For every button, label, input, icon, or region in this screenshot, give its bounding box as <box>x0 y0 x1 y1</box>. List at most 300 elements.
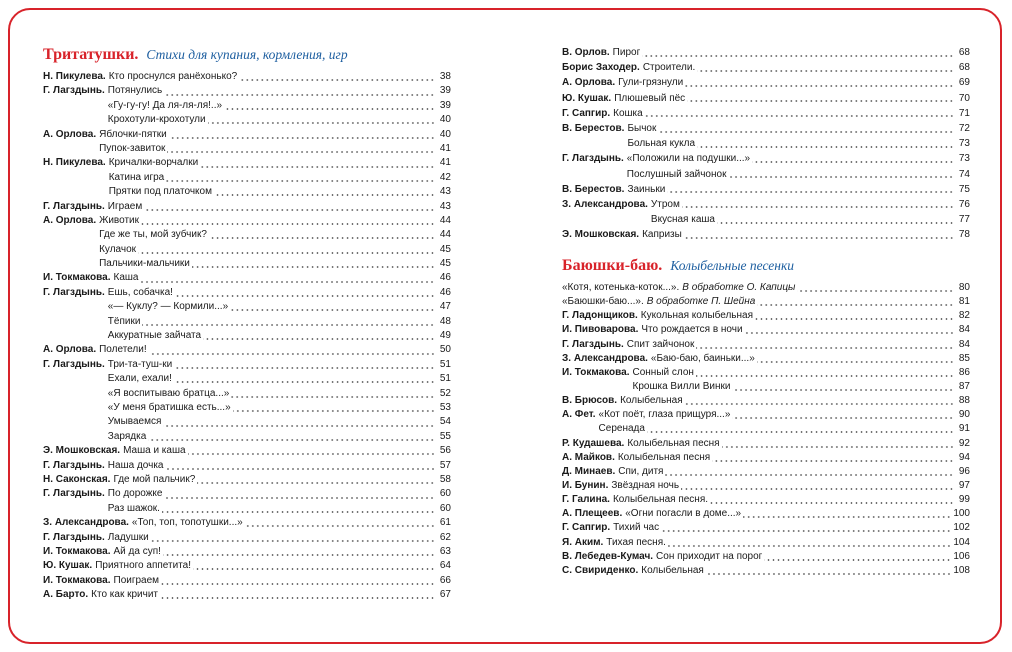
page-number: 39 <box>439 85 451 97</box>
section-subtitle: Стихи для купания, кормления, игр <box>146 47 348 62</box>
entry-title: «Котя, котенька-коток...». <box>562 282 680 293</box>
entry-author: Ю. Кушак. <box>43 560 93 572</box>
toc-entry[interactable] <box>43 430 451 444</box>
entry-title: Зарядка <box>107 430 147 442</box>
toc-entry[interactable] <box>43 459 451 473</box>
dot-leader <box>175 295 435 297</box>
page-number: 73 <box>958 153 970 165</box>
toc-entry[interactable] <box>562 422 970 436</box>
dot-leader <box>665 474 954 476</box>
dot-leader <box>658 131 954 133</box>
toc-entry[interactable] <box>562 167 970 182</box>
toc-entry[interactable] <box>562 338 970 352</box>
page-number: 67 <box>439 589 451 601</box>
entry-title: Вкусная каша <box>650 214 715 226</box>
dot-leader <box>712 460 954 462</box>
toc-entry[interactable] <box>43 343 451 357</box>
entry-title: Тихий час <box>613 522 660 534</box>
dot-leader <box>197 482 435 484</box>
toc-entry[interactable] <box>43 113 451 127</box>
dot-leader <box>233 410 435 412</box>
entry-author: В. Лебедев-Кумач. <box>562 550 654 562</box>
entry-title: Катина игра <box>108 171 165 183</box>
entry-title: Раз шажок. <box>107 502 160 514</box>
entry-author: Э. Мошковская. <box>43 445 121 457</box>
page-number: 106 <box>953 550 970 562</box>
page-number: 86 <box>958 366 970 378</box>
dot-leader <box>642 55 954 57</box>
entry-title: Сон приходит на порог <box>656 550 763 562</box>
entry-author: З. Александрова. <box>562 198 648 210</box>
toc-entry[interactable] <box>562 564 970 578</box>
entry-title: «У меня братишка есть...» <box>107 401 231 413</box>
page-number: 45 <box>439 243 451 255</box>
dot-leader <box>668 545 951 547</box>
page-number: 40 <box>439 128 451 140</box>
dot-leader <box>208 122 435 124</box>
entry-title: Маша и каша <box>123 445 186 457</box>
page-number: 70 <box>958 92 970 104</box>
entry-title: Серенада <box>598 423 645 435</box>
dot-leader <box>203 338 435 340</box>
dot-leader <box>151 540 435 542</box>
entry-title: Колыбельная песня. <box>612 494 709 506</box>
page-number: 61 <box>439 517 451 529</box>
dot-leader <box>647 431 954 433</box>
entry-title: Сонный слон <box>632 366 694 378</box>
page-number: 52 <box>439 387 451 399</box>
toc-entry[interactable] <box>562 352 970 366</box>
toc-entry[interactable] <box>562 366 970 380</box>
entry-author: Г. Лагздынь. <box>562 338 624 350</box>
entry-title: Колыбельная песня <box>617 451 711 463</box>
dot-leader <box>231 396 435 398</box>
toc-entry[interactable] <box>43 387 451 401</box>
entry-title: Плюшевый пёс <box>614 92 686 104</box>
toc-entry[interactable] <box>43 487 451 501</box>
dot-leader <box>681 488 954 490</box>
page-number: 87 <box>958 380 970 392</box>
dot-leader <box>193 568 435 570</box>
dot-leader <box>200 166 435 168</box>
page-number: 71 <box>958 107 970 119</box>
toc-entry[interactable] <box>43 315 451 329</box>
page-number: 66 <box>439 574 451 586</box>
entry-author: Р. Кудашева. <box>562 437 625 449</box>
page-number: 60 <box>439 488 451 500</box>
page-number: 43 <box>439 200 451 212</box>
entry-title: «Гу-гу-гу! Да ля-ля-ля!..» <box>107 99 223 111</box>
entry-title: «Огни погасли в доме...» <box>625 508 742 520</box>
dot-leader <box>697 146 954 148</box>
toc-entry[interactable] <box>562 60 970 75</box>
entry-title: Послушный зайчонок <box>626 168 727 180</box>
page-number: 104 <box>953 536 970 548</box>
entry-author: А. Орлова. <box>43 344 97 356</box>
entry-author: Г. Сапгир. <box>562 522 611 534</box>
dot-leader <box>757 361 954 363</box>
dot-leader <box>752 161 954 163</box>
page-number: 47 <box>439 301 451 313</box>
toc-entry[interactable] <box>43 228 451 242</box>
page-number: 82 <box>958 310 970 322</box>
entry-author: Э. Мошковская. <box>562 229 640 241</box>
entry-title: Яблочки-пятки <box>99 128 167 140</box>
toc-entry[interactable] <box>562 465 970 479</box>
toc-entry[interactable] <box>43 502 451 516</box>
entry-title: Пирог <box>612 47 641 58</box>
entry-title: Животик <box>99 214 140 226</box>
page-number: 38 <box>439 71 451 82</box>
toc-right-column-bottom <box>562 255 970 578</box>
entry-note: В обработке П. Шейна <box>646 296 756 308</box>
page-number: 43 <box>439 186 451 198</box>
toc-entry[interactable] <box>562 227 970 242</box>
page-number: 41 <box>439 142 451 154</box>
toc-entry[interactable] <box>43 329 451 343</box>
entry-author: И. Токмакова. <box>43 545 111 557</box>
entry-author: Борис Заходер. <box>562 62 640 74</box>
entry-author: А. Орлова. <box>43 214 97 226</box>
page-number: 69 <box>958 77 970 89</box>
toc-entry[interactable] <box>43 559 451 573</box>
toc-entry[interactable] <box>43 142 451 156</box>
toc-entry[interactable] <box>43 545 451 559</box>
page-number: 108 <box>953 564 970 576</box>
entry-title: Кто как кричит <box>91 589 158 601</box>
page-number: 55 <box>439 430 451 442</box>
page-number: 91 <box>958 423 970 435</box>
entry-author: Г. Ладонщиков. <box>562 310 638 322</box>
dot-leader <box>167 151 435 153</box>
page-number: 48 <box>439 315 451 327</box>
entry-title: Тихая песня. <box>606 536 666 548</box>
page-number: 102 <box>953 522 970 534</box>
page-number: 76 <box>958 198 970 210</box>
dot-leader <box>245 525 435 527</box>
entry-title: Колыбельная <box>620 395 683 407</box>
toc-entry[interactable] <box>43 243 451 257</box>
dot-leader <box>685 403 954 405</box>
entry-author: Г. Галина. <box>562 494 610 506</box>
page-number: 75 <box>958 183 970 195</box>
entry-author: Н. Пикулева. <box>43 71 106 82</box>
toc-entry[interactable] <box>43 271 451 285</box>
page-number: 84 <box>958 324 970 336</box>
entry-title: Умываемся <box>107 416 162 428</box>
section-title: Тритатушки. <box>43 46 139 63</box>
toc-entry[interactable] <box>562 295 970 309</box>
page-number: 58 <box>439 473 451 485</box>
toc-entry[interactable] <box>43 257 451 271</box>
entry-author: Г. Лагздынь. <box>43 286 105 298</box>
toc-entry[interactable] <box>43 415 451 429</box>
toc-entry[interactable] <box>43 185 451 199</box>
toc-entry[interactable] <box>43 84 451 98</box>
page-number: 50 <box>439 344 451 356</box>
dot-leader <box>697 70 954 72</box>
toc-entry[interactable] <box>43 70 451 84</box>
toc-entry[interactable] <box>562 493 970 507</box>
entry-author: А. Плещеев. <box>562 508 623 520</box>
dot-leader <box>214 194 435 196</box>
entry-title: Кричалки-ворчалки <box>108 157 199 169</box>
toc-entry[interactable] <box>43 300 451 314</box>
page-number: 85 <box>958 352 970 364</box>
entry-title: Спи, дитя <box>618 465 664 477</box>
entry-title: Ехали, ехали! <box>107 373 172 385</box>
page-number: 41 <box>439 157 451 169</box>
dot-leader <box>142 324 435 326</box>
dot-leader <box>148 439 435 441</box>
entry-author: В. Берестов. <box>562 122 625 134</box>
toc-entry[interactable] <box>562 212 970 227</box>
page-number: 45 <box>439 258 451 270</box>
dot-leader <box>149 353 435 355</box>
toc-entry[interactable] <box>562 121 970 136</box>
dot-leader <box>732 417 954 419</box>
entry-title: Полетели! <box>99 344 147 356</box>
toc-entry[interactable] <box>562 197 970 212</box>
dot-leader <box>230 309 435 311</box>
dot-leader <box>645 115 954 117</box>
entry-author: С. Свириденко. <box>562 564 639 576</box>
toc-entry[interactable] <box>562 380 970 394</box>
toc-entry[interactable] <box>43 516 451 530</box>
toc-entry[interactable] <box>562 550 970 564</box>
dot-leader <box>174 381 435 383</box>
entry-title: Играем <box>107 200 143 212</box>
toc-entry[interactable] <box>43 171 451 185</box>
dot-leader <box>161 583 435 585</box>
page-number: 99 <box>958 494 970 506</box>
dot-leader <box>239 79 435 81</box>
toc-entry[interactable] <box>43 588 451 602</box>
page-number: 68 <box>958 47 970 58</box>
toc-entry[interactable] <box>562 75 970 90</box>
entry-author: Я. Аким. <box>562 536 604 548</box>
entry-title: «Кот поёт, глаза прищуря...» <box>598 409 731 421</box>
page-number: 74 <box>958 168 970 180</box>
page-number: 81 <box>958 296 970 308</box>
dot-leader <box>682 206 954 208</box>
page-number: 78 <box>958 229 970 241</box>
dot-leader <box>710 502 954 504</box>
entry-title: Кто проснулся ранёхонько? <box>108 71 238 82</box>
toc-entry[interactable] <box>562 91 970 106</box>
toc-entry[interactable] <box>43 358 451 372</box>
toc-entry[interactable] <box>43 200 451 214</box>
entry-author: В. Брюсов. <box>562 395 618 407</box>
toc-entry[interactable] <box>43 401 451 415</box>
toc-entry[interactable] <box>562 408 970 422</box>
dot-leader <box>164 94 435 96</box>
entry-author: А. Майков. <box>562 451 615 463</box>
entry-author: З. Александрова. <box>562 352 648 364</box>
page-number: 44 <box>439 229 451 241</box>
dot-leader <box>743 516 951 518</box>
toc-entry[interactable] <box>562 394 970 408</box>
page-number: 88 <box>958 395 970 407</box>
entry-title: Пальчики-мальчики <box>99 258 190 270</box>
toc-entry[interactable] <box>43 574 451 588</box>
dot-leader <box>163 554 435 556</box>
toc-entry[interactable] <box>562 507 970 521</box>
entry-title: Крошка Вилли Винки <box>632 380 731 392</box>
dot-leader <box>755 318 954 320</box>
entry-title: Ешь, собачка! <box>107 286 173 298</box>
dot-leader <box>160 597 435 599</box>
entry-note: В обработке О. Капицы <box>682 282 796 293</box>
page-number: 92 <box>958 437 970 449</box>
entry-author: Ю. Кушак. <box>562 92 612 104</box>
entry-title: Потянулись <box>107 85 163 97</box>
toc-entry[interactable] <box>562 182 970 197</box>
entry-title: Ай да суп! <box>113 545 161 557</box>
toc-entry[interactable] <box>43 444 451 458</box>
dot-leader <box>162 511 435 513</box>
toc-entry[interactable] <box>562 309 970 323</box>
entry-title: Где же ты, мой зубчик? <box>99 229 207 241</box>
dot-leader <box>174 367 435 369</box>
entry-author: Г. Лагздынь. <box>43 488 105 500</box>
entry-title: Больная кукла <box>627 138 696 150</box>
dot-leader <box>164 497 435 499</box>
toc-entry[interactable] <box>562 136 970 151</box>
entry-author: А. Орлова. <box>562 77 616 89</box>
entry-title: Колыбельная <box>641 564 704 576</box>
entry-title: Спит зайчонок <box>626 338 695 350</box>
entry-title: Бычок <box>627 122 657 134</box>
page-number: 39 <box>439 99 451 111</box>
entry-title: Приятного аппетита! <box>95 560 191 572</box>
dot-leader <box>192 266 435 268</box>
toc-entry[interactable] <box>43 156 451 170</box>
page-number: 84 <box>958 338 970 350</box>
page-number: 77 <box>958 214 970 226</box>
section-heading <box>43 44 451 66</box>
entry-author: И. Бунин. <box>562 479 609 491</box>
dot-leader <box>141 223 435 225</box>
page-number: 62 <box>439 531 451 543</box>
dot-leader <box>166 180 435 182</box>
entry-author: Г. Лагздынь. <box>43 358 105 370</box>
toc-entry[interactable] <box>562 521 970 535</box>
toc-entry[interactable] <box>43 473 451 487</box>
entry-author: Н. Саконская. <box>43 473 111 485</box>
toc-entry[interactable] <box>43 286 451 300</box>
dot-leader <box>685 85 954 87</box>
toc-entry[interactable] <box>562 151 970 166</box>
dot-leader <box>138 252 435 254</box>
entry-title: Капризы <box>642 229 682 241</box>
entry-title: Тёпики <box>107 315 141 327</box>
page-number: 100 <box>953 508 970 520</box>
toc-entry[interactable] <box>43 372 451 386</box>
toc-left-column <box>43 44 451 602</box>
dot-leader <box>140 281 435 283</box>
entry-title: Каша <box>113 272 139 284</box>
page-number: 90 <box>958 409 970 421</box>
toc-entry[interactable] <box>562 106 970 121</box>
toc-entry[interactable] <box>562 281 970 295</box>
entry-title: Где мой пальчик? <box>113 473 196 485</box>
entry-title: Кукольная колыбельная <box>640 310 754 322</box>
toc-entry[interactable] <box>43 214 451 228</box>
entry-title: «Баюшки-баю...». <box>562 296 644 308</box>
dot-leader <box>732 389 954 391</box>
entry-title: «Я воспитываю братца...» <box>107 387 230 399</box>
toc-entry[interactable] <box>562 323 970 337</box>
entry-author: Д. Минаев. <box>562 465 616 477</box>
entry-author: Г. Лагздынь. <box>43 200 105 212</box>
toc-entry[interactable] <box>562 437 970 451</box>
dot-leader <box>757 304 954 306</box>
entry-author: А. Фет. <box>562 409 596 421</box>
page-number: 44 <box>439 214 451 226</box>
toc-entry[interactable] <box>562 479 970 493</box>
entry-author: З. Александрова. <box>43 517 129 529</box>
entry-title: «— Куклу? — Кормили...» <box>107 301 229 313</box>
toc-entry[interactable] <box>562 45 970 60</box>
entry-author: Н. Пикулева. <box>43 157 106 169</box>
page-number: 49 <box>439 330 451 342</box>
entry-title: Наша дочка <box>107 459 164 471</box>
page-number: 97 <box>958 479 970 491</box>
dot-leader <box>728 176 954 178</box>
entry-author: Г. Лагздынь. <box>43 531 105 543</box>
section-title: Баюшки-баю. <box>562 257 663 274</box>
entry-author: И. Токмакова. <box>43 574 111 586</box>
page-number: 53 <box>439 401 451 413</box>
dot-leader <box>696 375 954 377</box>
dot-leader <box>706 573 951 575</box>
toc-entry[interactable] <box>43 99 451 113</box>
entry-title: Заиньки <box>627 183 666 195</box>
page-number: 40 <box>439 114 451 126</box>
entry-title: Кошка <box>613 107 643 119</box>
toc-entry[interactable] <box>43 531 451 545</box>
entry-author: В. Орлов. <box>562 47 610 58</box>
entry-author: Г. Сапгир. <box>562 107 611 119</box>
entry-title: Прятки под платочком <box>108 186 212 198</box>
dot-leader <box>224 108 435 110</box>
entry-author: И. Токмакова. <box>43 272 111 284</box>
page-number: 60 <box>439 502 451 514</box>
dot-leader <box>209 237 435 239</box>
dot-leader <box>764 559 951 561</box>
entry-title: Гули-грязнули <box>618 77 684 89</box>
dot-leader <box>722 446 954 448</box>
entry-author: Г. Лагздынь. <box>43 459 105 471</box>
dot-leader <box>144 209 435 211</box>
toc-right-column-top <box>562 45 970 242</box>
toc-entry[interactable] <box>562 536 970 550</box>
toc-entry[interactable] <box>43 128 451 142</box>
entry-title: Поиграем <box>113 574 160 586</box>
toc-entry[interactable] <box>562 451 970 465</box>
entry-author: Г. Лагздынь. <box>562 153 624 165</box>
entry-author: Г. Лагздынь. <box>43 85 105 97</box>
entry-title: Пупок-завиток <box>99 142 166 154</box>
entry-title: Звёздная ночь <box>611 479 680 491</box>
page-number: 46 <box>439 286 451 298</box>
entry-title: «Положили на подушки...» <box>626 153 751 165</box>
entry-title: «Топ, топ, топотушки...» <box>131 517 243 529</box>
entry-title: Что рождается в ночи <box>641 324 743 336</box>
entry-title: Колыбельная песня <box>627 437 720 449</box>
entry-title: Крохотули-крохотули <box>107 114 206 126</box>
